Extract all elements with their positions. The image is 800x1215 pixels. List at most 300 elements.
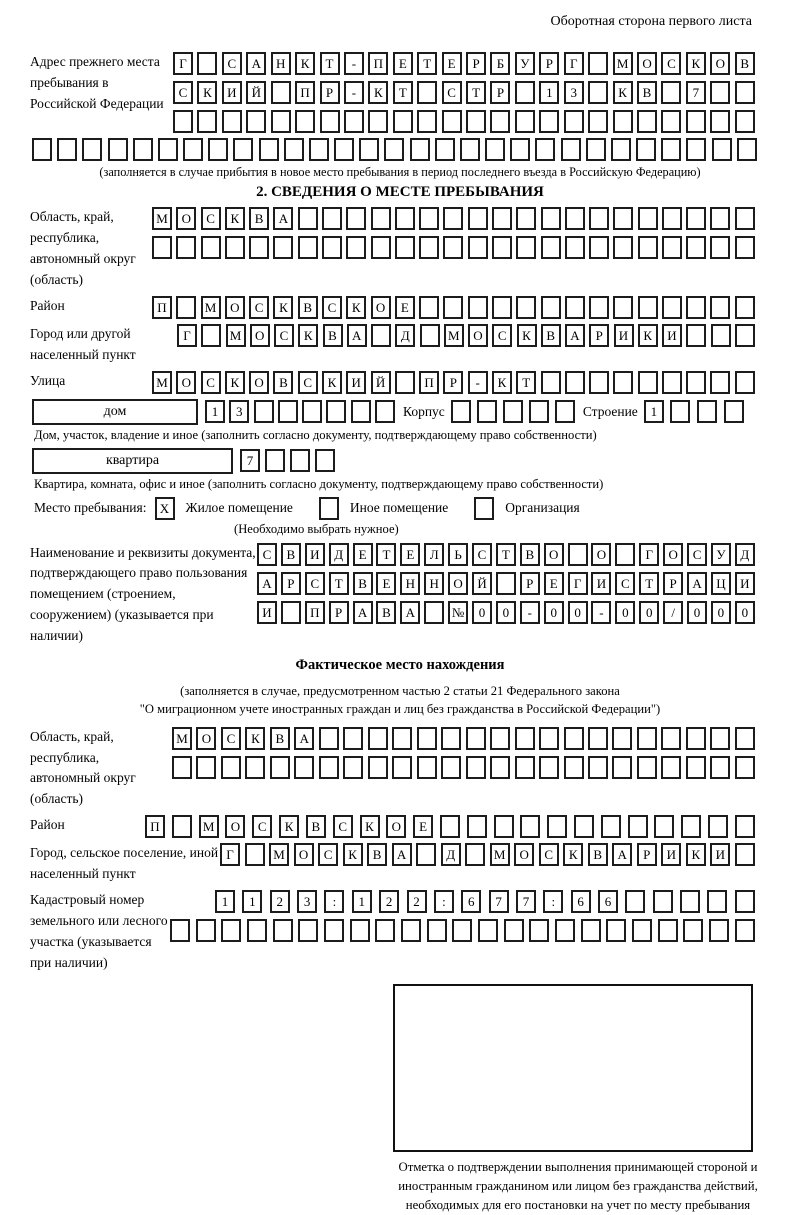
- char-cell: О: [386, 815, 406, 838]
- char-cell: [309, 138, 329, 161]
- char-cell: [535, 138, 555, 161]
- char-cell: [295, 110, 315, 133]
- prev-address-field: [30, 52, 770, 133]
- char-cell: М: [152, 371, 172, 394]
- char-cell: [395, 371, 415, 394]
- char-cell: [735, 296, 755, 319]
- char-cell: [613, 371, 633, 394]
- char-cell: Л: [424, 543, 444, 566]
- oblast3-label: Область, край, республика, автономный округ (область): [30, 728, 136, 807]
- char-cell: К: [638, 324, 658, 347]
- char-cell: 1: [215, 890, 235, 913]
- char-cell: С: [661, 52, 681, 75]
- char-cell: [541, 207, 561, 230]
- char-cell: С: [442, 81, 462, 104]
- char-cell: [611, 138, 631, 161]
- char-cell: Р: [329, 601, 349, 624]
- char-cell: [503, 400, 523, 423]
- char-cell: [419, 296, 439, 319]
- char-cell: [496, 572, 516, 595]
- char-cell: Й: [472, 572, 492, 595]
- char-cell: Ц: [711, 572, 731, 595]
- char-cell: [516, 236, 536, 259]
- char-cell: X: [155, 497, 175, 520]
- char-cell: [735, 919, 755, 942]
- ulitsa-label: Улица: [30, 372, 66, 388]
- char-cell: -: [344, 81, 364, 104]
- char-cell: [233, 138, 253, 161]
- char-cell: [467, 815, 487, 838]
- gorod3-label: Город, сельское поселение, иной населенный пункт: [30, 845, 219, 882]
- korpus-label: Корпус: [403, 403, 445, 419]
- char-cell: :: [434, 890, 454, 913]
- char-cell: 0: [568, 601, 588, 624]
- char-cell: [515, 727, 535, 750]
- char-cell: М: [444, 324, 464, 347]
- char-cell: И: [614, 324, 634, 347]
- char-cell: [392, 756, 412, 779]
- option-zhiloe-label: Жилое помещение: [185, 500, 293, 516]
- char-cell: [724, 400, 744, 423]
- char-cell: 0: [687, 601, 707, 624]
- char-cell: О: [294, 843, 314, 866]
- char-cell: [284, 138, 304, 161]
- doc-rows: [257, 543, 755, 648]
- char-cell: А: [392, 843, 412, 866]
- char-cell: А: [273, 207, 293, 230]
- char-cell: Е: [353, 543, 373, 566]
- char-cell: С: [298, 371, 318, 394]
- char-cell: [516, 207, 536, 230]
- char-cell: [490, 756, 510, 779]
- kadastr-row-2: [170, 919, 755, 942]
- char-cell: [601, 815, 621, 838]
- char-cell: [686, 371, 706, 394]
- option-organizaciya-checkbox: [474, 497, 496, 520]
- section3-note: [30, 682, 770, 719]
- char-cell: В: [588, 843, 608, 866]
- char-cell: /: [663, 601, 683, 624]
- char-cell: [735, 236, 755, 259]
- char-cell: [735, 815, 755, 838]
- char-cell: [661, 110, 681, 133]
- char-cell: [561, 138, 581, 161]
- char-cell: [735, 81, 755, 104]
- char-cell: 0: [711, 601, 731, 624]
- char-cell: О: [544, 543, 564, 566]
- char-cell: [392, 727, 412, 750]
- char-cell: [435, 138, 455, 161]
- char-cell: [395, 236, 415, 259]
- kadastr-row-1: [215, 890, 755, 913]
- char-cell: М: [613, 52, 633, 75]
- char-cell: [539, 727, 559, 750]
- char-cell: О: [225, 815, 245, 838]
- gorod-field: [30, 324, 770, 366]
- char-cell: [565, 236, 585, 259]
- char-cell: [410, 138, 430, 161]
- char-cell: Р: [490, 81, 510, 104]
- char-cell: [686, 138, 706, 161]
- char-cell: [460, 138, 480, 161]
- gorod3-field: [30, 843, 770, 885]
- char-cell: А: [687, 572, 707, 595]
- char-cell: О: [514, 843, 534, 866]
- char-cell: [221, 756, 241, 779]
- kadastr-field: [30, 890, 770, 974]
- char-cell: [451, 400, 471, 423]
- char-cell: Е: [442, 52, 462, 75]
- char-cell: 1: [539, 81, 559, 104]
- raion3-row: [145, 815, 755, 838]
- mesto-label: Место пребывания:: [34, 500, 147, 516]
- char-cell: -: [591, 601, 611, 624]
- char-cell: №: [448, 601, 468, 624]
- char-cell: [245, 756, 265, 779]
- kvartira-box: квартира: [32, 448, 233, 474]
- raion-row: [152, 296, 755, 319]
- char-cell: [555, 400, 575, 423]
- char-cell: Р: [520, 572, 540, 595]
- prev-address-row-2: [173, 81, 755, 104]
- char-cell: Р: [637, 843, 657, 866]
- mesto-prebyvaniya-row: [34, 497, 770, 520]
- char-cell: [247, 919, 267, 942]
- char-cell: [474, 497, 494, 520]
- char-cell: 0: [735, 601, 755, 624]
- char-cell: [201, 236, 221, 259]
- char-cell: К: [517, 324, 537, 347]
- char-cell: [440, 815, 460, 838]
- char-cell: Т: [393, 81, 413, 104]
- char-cell: [443, 207, 463, 230]
- char-cell: У: [711, 543, 731, 566]
- char-cell: [564, 110, 584, 133]
- char-cell: [322, 236, 342, 259]
- oblast3-row-2: [172, 756, 755, 779]
- char-cell: [661, 727, 681, 750]
- char-cell: П: [368, 52, 388, 75]
- char-cell: [661, 756, 681, 779]
- char-cell: [613, 207, 633, 230]
- char-cell: [278, 400, 298, 423]
- page-side-note: Оборотная сторона первого листа: [550, 14, 752, 29]
- char-cell: Д: [441, 843, 461, 866]
- char-cell: [670, 400, 690, 423]
- char-cell: [371, 324, 391, 347]
- char-cell: [351, 400, 371, 423]
- char-cell: С: [492, 324, 512, 347]
- char-cell: [588, 727, 608, 750]
- gorod-label: Город или другой населенный пункт: [30, 325, 136, 362]
- char-cell: 1: [644, 400, 664, 423]
- char-cell: [183, 138, 203, 161]
- char-cell: -: [520, 601, 540, 624]
- char-cell: К: [563, 843, 583, 866]
- char-cell: [424, 601, 444, 624]
- char-cell: 2: [407, 890, 427, 913]
- char-cell: [606, 919, 626, 942]
- char-cell: В: [367, 843, 387, 866]
- char-cell: М: [152, 207, 172, 230]
- char-cell: М: [199, 815, 219, 838]
- char-cell: [32, 138, 52, 161]
- char-cell: [368, 756, 388, 779]
- oblast3-row-1: [172, 727, 755, 750]
- char-cell: [485, 138, 505, 161]
- char-cell: И: [661, 843, 681, 866]
- option-zhiloe-checkbox: [155, 497, 177, 520]
- option-inoe-label: Иное помещение: [349, 500, 449, 516]
- char-cell: [271, 110, 291, 133]
- char-cell: [176, 236, 196, 259]
- char-cell: [735, 890, 755, 913]
- char-cell: [589, 296, 609, 319]
- char-cell: [653, 890, 673, 913]
- char-cell: [709, 919, 729, 942]
- char-cell: В: [637, 81, 657, 104]
- char-cell: [710, 236, 730, 259]
- char-cell: [589, 207, 609, 230]
- raion3-field: [30, 815, 770, 838]
- char-cell: Е: [395, 296, 415, 319]
- char-cell: [612, 756, 632, 779]
- char-cell: Г: [220, 843, 240, 866]
- char-cell: О: [371, 296, 391, 319]
- char-cell: 0: [472, 601, 492, 624]
- char-cell: [492, 296, 512, 319]
- char-cell: [427, 919, 447, 942]
- char-cell: К: [686, 52, 706, 75]
- char-cell: [588, 52, 608, 75]
- char-cell: [441, 756, 461, 779]
- prev-address-overflow-row: [32, 138, 757, 161]
- gorod3-row: [220, 843, 755, 885]
- char-cell: [490, 110, 510, 133]
- char-cell: [133, 138, 153, 161]
- char-cell: [452, 919, 472, 942]
- char-cell: [222, 110, 242, 133]
- char-cell: [346, 236, 366, 259]
- char-cell: Т: [417, 52, 437, 75]
- char-cell: Г: [639, 543, 659, 566]
- char-cell: [197, 110, 217, 133]
- char-cell: С: [305, 572, 325, 595]
- char-cell: 1: [242, 890, 262, 913]
- char-cell: [637, 727, 657, 750]
- char-cell: 1: [205, 400, 225, 423]
- char-cell: Г: [564, 52, 584, 75]
- char-cell: О: [710, 52, 730, 75]
- char-cell: [686, 324, 706, 347]
- char-cell: [555, 919, 575, 942]
- char-cell: [515, 81, 535, 104]
- char-cell: [466, 727, 486, 750]
- ulitsa-row: [152, 371, 755, 394]
- char-cell: Р: [663, 572, 683, 595]
- char-cell: О: [225, 296, 245, 319]
- stroenie-cells: [644, 400, 744, 423]
- char-cell: [710, 296, 730, 319]
- char-cell: [273, 919, 293, 942]
- char-cell: [271, 81, 291, 104]
- char-cell: [245, 843, 265, 866]
- char-cell: [735, 843, 755, 866]
- mesto-note: (Необходимо выбрать нужное): [234, 521, 399, 536]
- char-cell: Т: [320, 52, 340, 75]
- char-cell: К: [360, 815, 380, 838]
- char-cell: 3: [229, 400, 249, 423]
- char-cell: [322, 207, 342, 230]
- raion-label: Район: [30, 297, 65, 313]
- char-cell: [541, 236, 561, 259]
- char-cell: В: [306, 815, 326, 838]
- char-cell: И: [346, 371, 366, 394]
- char-cell: О: [591, 543, 611, 566]
- char-cell: [221, 919, 241, 942]
- char-cell: [625, 890, 645, 913]
- char-cell: К: [686, 843, 706, 866]
- char-cell: Р: [281, 572, 301, 595]
- char-cell: [417, 81, 437, 104]
- char-cell: М: [172, 727, 192, 750]
- char-cell: 0: [615, 601, 635, 624]
- char-cell: С: [333, 815, 353, 838]
- char-cell: [172, 815, 192, 838]
- oblast3-rows: [172, 727, 755, 811]
- char-cell: К: [492, 371, 512, 394]
- char-cell: [686, 727, 706, 750]
- raion-field: [30, 296, 770, 319]
- char-cell: С: [687, 543, 707, 566]
- char-cell: [384, 138, 404, 161]
- char-cell: 7: [240, 449, 260, 472]
- char-cell: :: [543, 890, 563, 913]
- char-cell: [334, 138, 354, 161]
- char-cell: В: [520, 543, 540, 566]
- char-cell: В: [353, 572, 373, 595]
- char-cell: [564, 756, 584, 779]
- char-cell: [343, 756, 363, 779]
- char-cell: [529, 919, 549, 942]
- char-cell: Р: [466, 52, 486, 75]
- stroenie-label: Строение: [582, 403, 638, 419]
- char-cell: [371, 207, 391, 230]
- char-cell: [654, 815, 674, 838]
- dom-cells: [205, 400, 395, 423]
- char-cell: И: [591, 572, 611, 595]
- char-cell: [661, 81, 681, 104]
- char-cell: [420, 324, 440, 347]
- char-cell: [586, 138, 606, 161]
- char-cell: [710, 371, 730, 394]
- char-cell: [324, 919, 344, 942]
- char-cell: В: [323, 324, 343, 347]
- char-cell: [711, 324, 731, 347]
- char-cell: [401, 919, 421, 942]
- char-cell: [541, 296, 561, 319]
- char-cell: [197, 52, 217, 75]
- char-cell: [273, 236, 293, 259]
- char-cell: И: [305, 543, 325, 566]
- section3-note-line2: "О миграционном учете иностранных граждан и лиц без гражданства в Российской Федерации"): [139, 702, 661, 717]
- char-cell: [298, 919, 318, 942]
- char-cell: [393, 110, 413, 133]
- char-cell: [225, 236, 245, 259]
- char-cell: Е: [544, 572, 564, 595]
- char-cell: Т: [329, 572, 349, 595]
- char-cell: О: [176, 371, 196, 394]
- char-cell: Е: [400, 543, 420, 566]
- char-cell: 0: [496, 601, 516, 624]
- char-cell: [683, 919, 703, 942]
- char-cell: С: [318, 843, 338, 866]
- char-cell: П: [305, 601, 325, 624]
- char-cell: [710, 81, 730, 104]
- char-cell: [504, 919, 524, 942]
- char-cell: 6: [598, 890, 618, 913]
- oblast-row-1: [152, 207, 755, 230]
- char-cell: Р: [443, 371, 463, 394]
- char-cell: А: [612, 843, 632, 866]
- char-cell: [697, 400, 717, 423]
- char-cell: [417, 110, 437, 133]
- char-cell: Р: [320, 81, 340, 104]
- char-cell: [57, 138, 77, 161]
- char-cell: К: [225, 371, 245, 394]
- char-cell: [539, 756, 559, 779]
- char-cell: [344, 110, 364, 133]
- char-cell: [612, 727, 632, 750]
- char-cell: К: [322, 371, 342, 394]
- char-cell: [588, 110, 608, 133]
- dom-caption: Дом, участок, владение и иное (заполнить согласно документу, подтверждающему право собственности): [34, 427, 597, 442]
- char-cell: У: [515, 52, 535, 75]
- oblast3-field: [30, 727, 770, 811]
- char-cell: [196, 756, 216, 779]
- char-cell: [638, 207, 658, 230]
- char-cell: Е: [413, 815, 433, 838]
- char-cell: [158, 138, 178, 161]
- doc-field: [30, 543, 770, 648]
- char-cell: [320, 110, 340, 133]
- char-cell: [170, 919, 190, 942]
- char-cell: [468, 207, 488, 230]
- char-cell: [494, 815, 514, 838]
- char-cell: С: [615, 572, 635, 595]
- char-cell: О: [176, 207, 196, 230]
- char-cell: [637, 110, 657, 133]
- char-cell: О: [468, 324, 488, 347]
- char-cell: А: [257, 572, 277, 595]
- char-cell: [270, 756, 290, 779]
- char-cell: 2: [270, 890, 290, 913]
- prev-address-row-1: [173, 52, 755, 75]
- char-cell: И: [710, 843, 730, 866]
- doc-row-2: [257, 572, 755, 595]
- char-cell: :: [324, 890, 344, 913]
- char-cell: [416, 843, 436, 866]
- doc-row-3: [257, 601, 755, 624]
- char-cell: [371, 236, 391, 259]
- char-cell: [686, 296, 706, 319]
- prev-address-row-3: [173, 110, 755, 133]
- char-cell: [478, 919, 498, 942]
- char-cell: С: [222, 52, 242, 75]
- char-cell: С: [472, 543, 492, 566]
- char-cell: Д: [329, 543, 349, 566]
- char-cell: [417, 727, 437, 750]
